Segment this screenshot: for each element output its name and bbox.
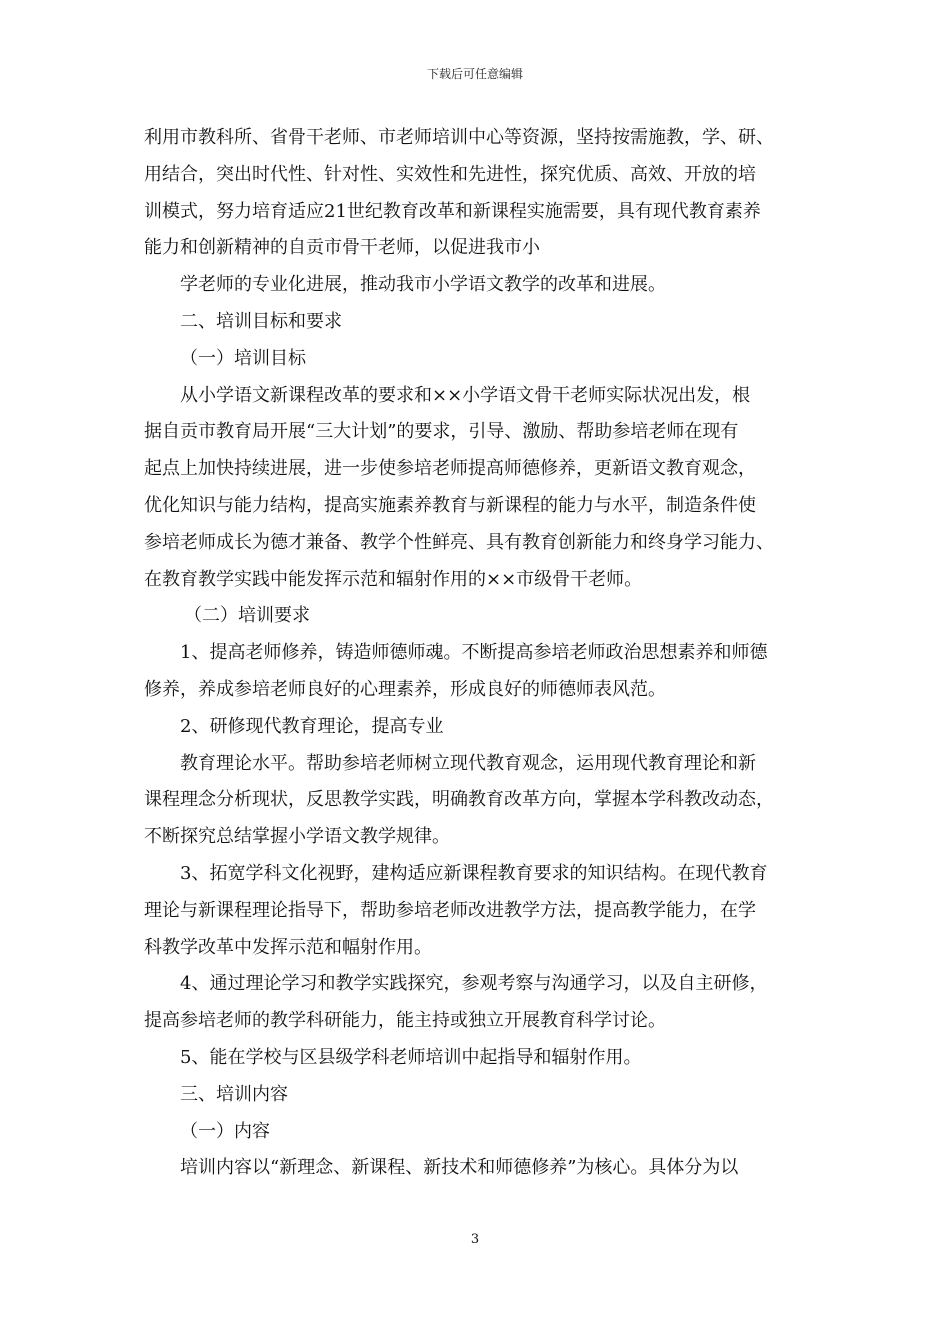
text-line-24: 4、通过理论学习和教学实践探究，参观考察与沟通学习，以及自主研修，	[180, 973, 768, 995]
text-line-23: 科教学改革中发挥示范和幅射作用。	[144, 936, 432, 958]
text-line-25: 提高参培老师的教学科研能力，能主持或独立开展教育科学讨论。	[144, 1010, 666, 1032]
text-line-13: 在教育教学实践中能发挥示范和辐射作用的××市级骨干老师。	[144, 568, 643, 590]
text-line-26: 5、能在学校与区县级学科老师培训中起指导和辐射作用。	[180, 1046, 642, 1068]
text-line-29: 培训内容以“新理念、新课程、新技术和师德修养”为核心。具体分为以	[180, 1157, 739, 1179]
subsection-heading-content: （一）内容	[180, 1120, 270, 1142]
text-line-17: 2、研修现代教育理论，提高专业	[180, 715, 444, 737]
text-line-21: 3、拓宽学科文化视野，建构适应新课程教育要求的知识结构。在现代教育	[180, 862, 768, 884]
document-body	[144, 120, 808, 1187]
text-line-11: 优化知识与能力结构，提高实施素养教育与新课程的能力与水平，制造条件使	[144, 494, 756, 516]
page-number: 3	[470, 1232, 480, 1247]
text-line-2: 用结合，突出时代性、针对性、实效性和先进性，探究优质、高效、开放的培	[144, 163, 756, 185]
text-line-4: 能力和创新精神的自贡市骨干老师，以促进我市小	[144, 237, 540, 259]
text-line-15: 1、提高老师修养，铸造师德师魂。不断提高参培老师政治思想素养和师德	[180, 642, 768, 664]
text-line-5: 学老师的专业化进展，推动我市小学语文教学的改革和进展。	[180, 274, 666, 296]
text-line-19: 课程理念分析现状，反思教学实践，明确教育改革方向，掌握本学科教改动态，	[144, 789, 774, 811]
text-line-16: 修养，养成参培老师良好的心理素养，形成良好的师德师表风范。	[144, 678, 666, 700]
text-line-18: 教育理论水平。帮助参培老师树立现代教育观念，运用现代教育理论和新	[180, 752, 756, 774]
text-line-12: 参培老师成长为德才兼备、教学个性鲜亮、具有教育创新能力和终身学习能力、	[144, 531, 774, 553]
page-header: 下载后可任意编辑	[426, 67, 523, 81]
text-line-8: 从小学语文新课程改革的要求和××小学语文骨干老师实际状况出发，根	[180, 384, 751, 406]
text-line-22: 理论与新课程理论指导下，帮助参培老师改进教学方法，提高教学能力，在学	[144, 899, 756, 921]
subsection-heading-training-requirements: （二）培训要求	[184, 605, 310, 627]
text-line-10: 起点上加快持续进展，进一步使参培老师提高师德修养，更新语文教育观念，	[144, 458, 756, 480]
text-line-3: 训模式，努力培育适应21世纪教育改革和新课程实施需要，具有现代教育素养	[144, 200, 761, 222]
section-heading-3: 三、培训内容	[180, 1083, 288, 1105]
text-line-9: 据自贡市教育局开展“三大计划”的要求，引导、激励、帮助参培老师在现有	[144, 421, 739, 443]
section-heading-2: 二、培训目标和要求	[180, 310, 342, 332]
text-line-20: 不断探究总结掌握小学语文教学规律。	[144, 826, 450, 848]
text-line-1: 利用市教科所、省骨干老师、市老师培训中心等资源，坚持按需施教，学、研、	[144, 127, 774, 148]
subsection-heading-training-goals: （一）培训目标	[180, 347, 306, 369]
